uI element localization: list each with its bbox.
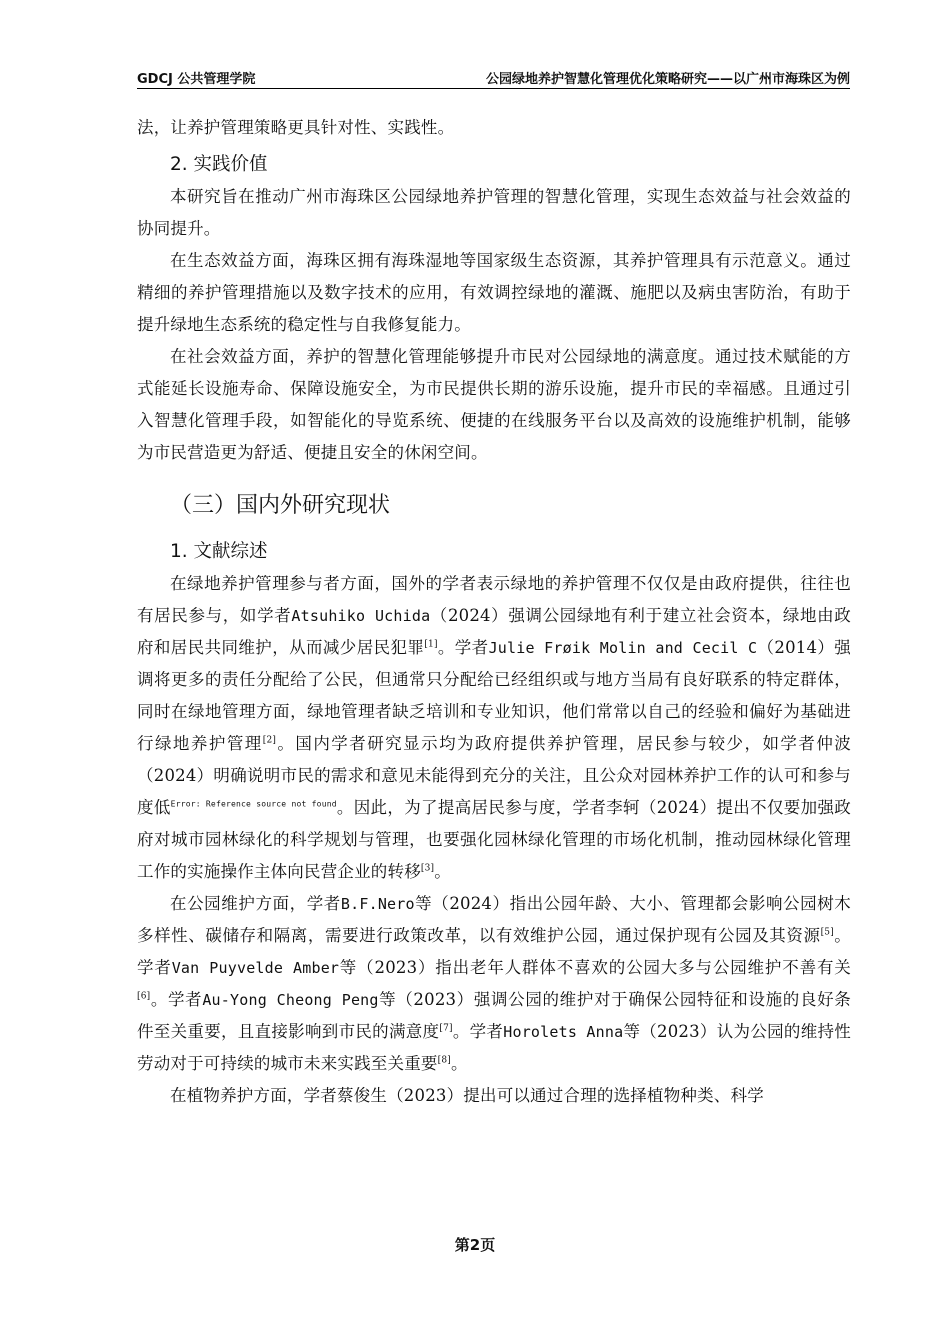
text-run: 在公园维护方面，学者 <box>170 894 341 913</box>
citation-2: [2] <box>262 735 277 746</box>
paragraph-plant-care: 在植物养护方面，学者蔡俊生（2023）提出可以通过合理的选择植物种类、科学 <box>170 1086 764 1105</box>
text-run: （2024）强调公园绿地有利于建立社会资本，绿地由政府和居民共同维护，从而减少居民犯罪 <box>137 606 851 657</box>
page-header <box>137 66 850 89</box>
header-institution: GDCJ 公共管理学院 <box>137 72 256 87</box>
text-run: 等（2023）认为公园的维持性劳动对于可持续的城市未来实践至关重要 <box>137 1022 852 1073</box>
text-run: 。 <box>450 1054 468 1073</box>
reference-error: Error: Reference source not found <box>170 799 337 809</box>
text-run: （2014）强调将更多的责任分配给了公民，但通常只分配给已经组织或与地方当局有良好联系的特定群体，同时在绿地管理方面，绿地管理者缺乏培训和专业知识，他们常常以自己的经验和偏好为基础进行绿地养护管理 <box>137 638 851 753</box>
page-number: 第2页 <box>454 1236 496 1254</box>
heading-research-status: （三）国内外研究现状 <box>170 493 391 518</box>
citation-7: [7] <box>439 1023 453 1034</box>
heading-practical-value: 2. 实践价值 <box>170 154 268 175</box>
page-content <box>137 112 851 1112</box>
paragraph-continuation: 法，让养护管理策略更具针对性、实践性。 <box>137 118 455 137</box>
author-name: Au-Yong Cheong Peng <box>202 991 379 1009</box>
citation-6: [6] <box>137 991 151 1002</box>
header-thesis-title: 公园绿地养护智慧化管理优化策略研究——以广州市海珠区为例 <box>485 72 850 87</box>
text-run: 。学者 <box>150 990 203 1009</box>
citation-5: [5] <box>820 927 834 938</box>
paragraph-social-benefit: 在社会效益方面，养护的智慧化管理能够提升市民对公园绿地的满意度。通过技术赋能的方式能延长设施寿命、保障设施安全，为市民提供长期的游乐设施，提升市民的幸福感。且通过引入智慧化管理手段，如智能化的导览系统、便捷的在线服务平台以及高效的设施维护机制，能够为市民营造更为舒适、便捷且安全的休闲空间。 <box>137 347 851 462</box>
citation-8: [8] <box>437 1055 451 1066</box>
paragraph-ecological-benefit: 在生态效益方面，海珠区拥有海珠湿地等国家级生态资源，其养护管理具有示范意义。通过精细的养护管理措施以及数字技术的应用，有效调控绿地的灌溉、施肥以及病虫害防治，有助于提升绿地生态系统的稳定性与自我修复能力。 <box>137 251 851 334</box>
author-name: Van Puyvelde Amber <box>171 959 340 977</box>
text-run: 。国内学者研究显示均为政府提供养护管理，居民参与较少，如学者仲波（2024）明确说明市民的需求和意见未能得到充分的关注，且公众对园林养护工作的认可和参与度低 <box>137 734 851 817</box>
author-name: Atsuhiko Uchida <box>291 607 431 625</box>
citation-1: [1] <box>424 639 438 650</box>
text-run: 。学者 <box>452 1022 504 1041</box>
author-name: Julie Frøik Molin and Cecil C <box>488 639 758 657</box>
paragraph-participants <box>137 568 851 888</box>
paragraph-park-maintenance <box>137 888 851 1080</box>
text-run: 。 <box>434 862 451 881</box>
text-run: 。因此，为了提高居民参与度，学者李轲（2024）提出不仅要加强政府对城市园林绿化的科学规划与管理，也要强化园林绿化管理的市场化机制，推动园林绿化管理工作的实施操作主体向民营企业的转移 <box>137 798 851 881</box>
heading-literature-review: 1. 文献综述 <box>170 541 268 562</box>
text-run: 。学者 <box>137 926 852 977</box>
author-name: B.F.Nero <box>340 895 415 913</box>
author-name: Horolets Anna <box>503 1023 624 1041</box>
text-run: 等（2023）指出老年人群体不喜欢的公园大多与公园维护不善有关 <box>339 958 851 977</box>
text-run: 等（2023）强调公园的维护对于确保公园特征和设施的良好条件至关重要，且直接影响到市民的满意度 <box>137 990 851 1041</box>
text-run: 。学者 <box>437 638 489 657</box>
paragraph-research-aim: 本研究旨在推动广州市海珠区公园绿地养护管理的智慧化管理，实现生态效益与社会效益的协同提升。 <box>137 187 851 238</box>
text-run: 等（2024）指出公园年龄、大小、管理都会影响公园树木多样性、碳储存和隔离，需要进行政策改革，以有效维护公园，通过保护现有公园及其资源 <box>137 894 851 945</box>
text-run: 在绿地养护管理参与者方面，国外的学者表示绿地的养护管理不仅仅是由政府提供，往往也有居民参与，如学者 <box>137 574 851 625</box>
citation-3: [3] <box>420 863 435 874</box>
